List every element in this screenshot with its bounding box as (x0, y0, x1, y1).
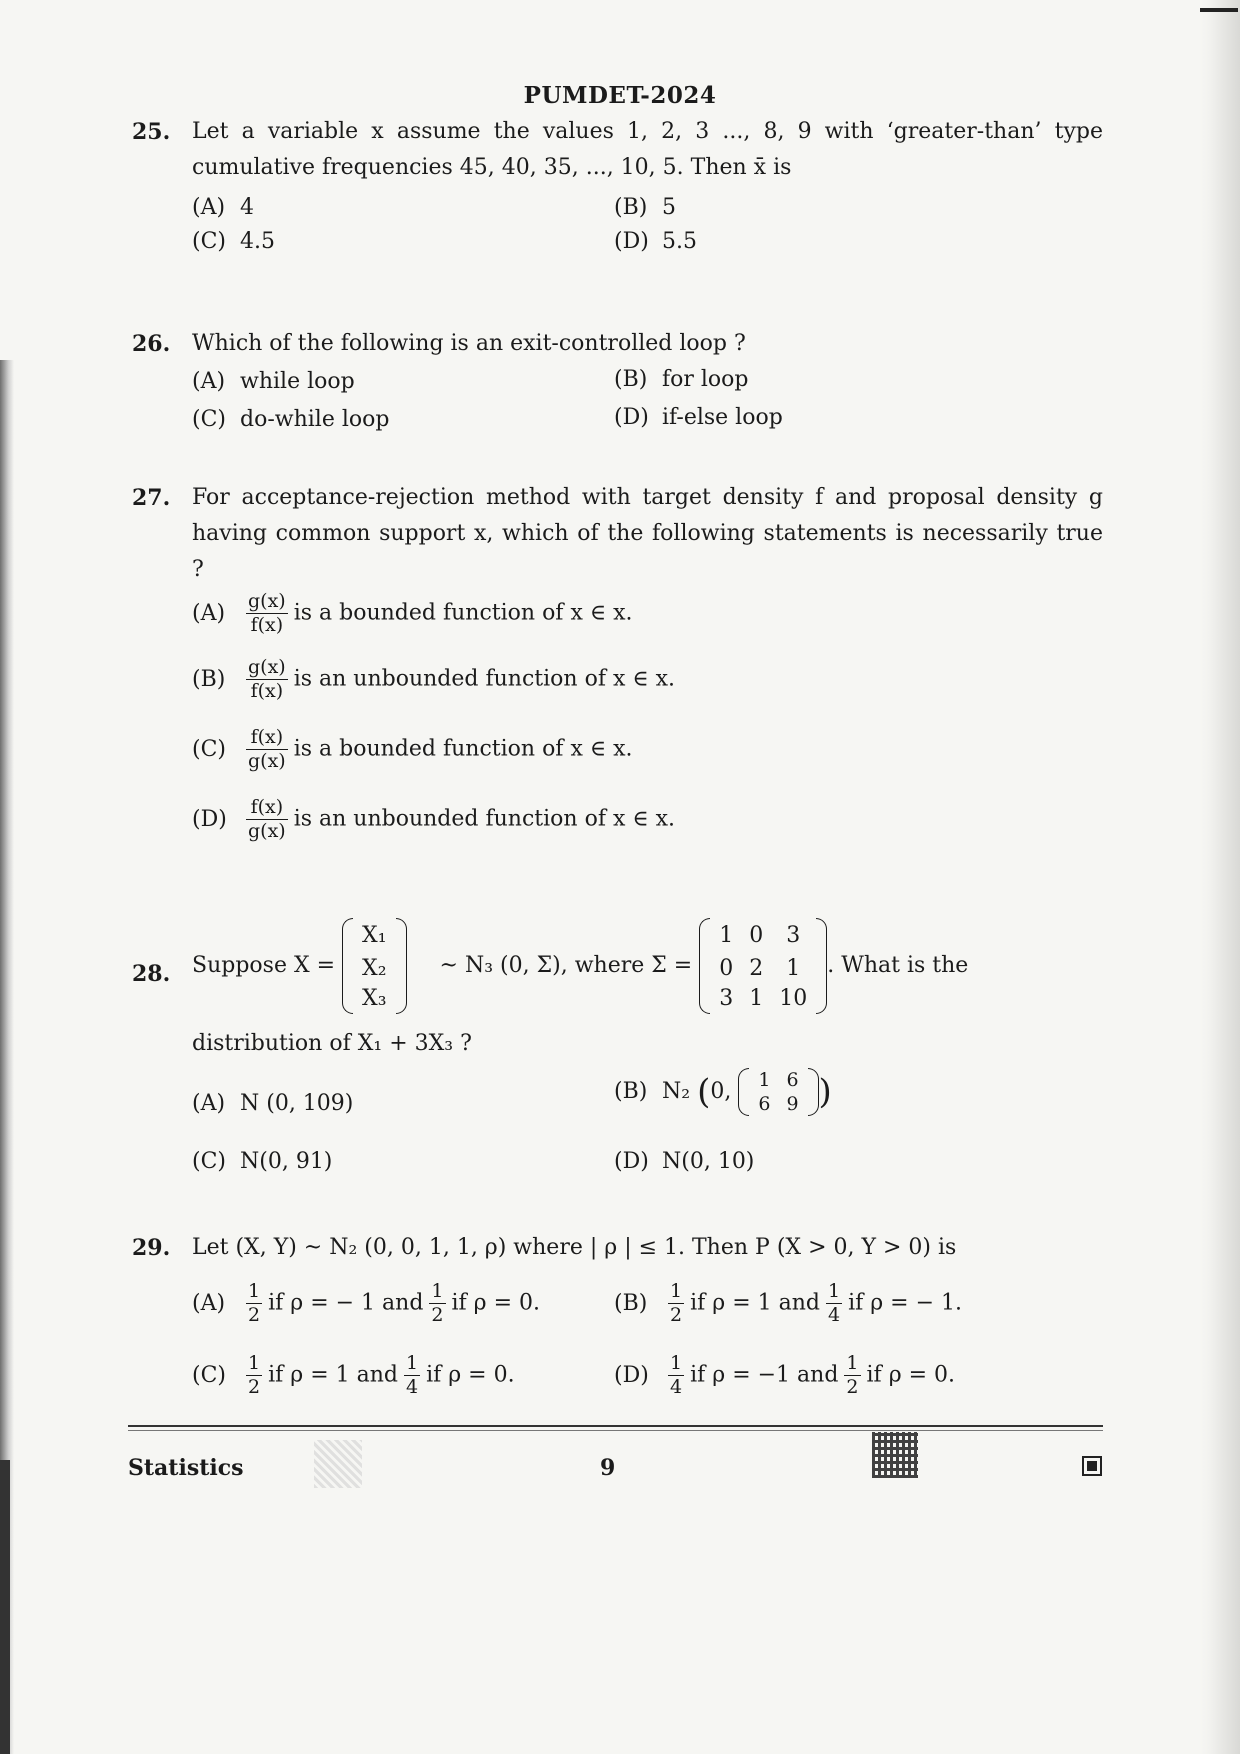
question-text: Let (X, Y) ~ N₂ (0, 0, 1, 1, ρ) where | ρ | ≤ 1. Then P (X > 0, Y > 0) is (192, 1235, 957, 1260)
sigma-matrix: 1 0 3 0 2 1 3 1 10 (699, 918, 827, 1014)
options (192, 1062, 1103, 1192)
option-b[interactable]: (B) $\frac{g(x)}{f(x)}$ is an unbounded function of x ∈ x. (192, 656, 676, 702)
question-number: 29. (132, 1235, 171, 1261)
scan-edge-right (1200, 0, 1240, 1754)
option-a[interactable]: (A) 4 (192, 195, 254, 220)
subject-label: Statistics (128, 1455, 244, 1481)
option-b[interactable]: (B) 5 (614, 195, 676, 220)
vector-x: X₁ X₂ X₃ (342, 918, 406, 1014)
options (192, 362, 1103, 438)
option-d[interactable]: (D) $\frac{f(x)}{g(x)}$ is an unbounded function of x ∈ x. (192, 796, 676, 842)
option-d[interactable]: (D) N(0, 10) (614, 1149, 755, 1174)
scan-edge-dark (0, 1460, 10, 1754)
question-number: 27. (132, 485, 171, 511)
option-a[interactable]: (A) $\frac{1}{2}$ if ρ = − 1 and $\frac{1}{2}$ if ρ = 0. (192, 1280, 541, 1326)
question-26 (128, 326, 1103, 438)
faint-qr-code-icon (314, 1440, 362, 1488)
option-d[interactable]: (D) if-else loop (614, 405, 783, 430)
option-b[interactable]: (B) N₂ (0, 1 6 6 9 ) (614, 1069, 832, 1115)
question-number: 25. (132, 119, 171, 145)
option-b[interactable]: (B) $\frac{1}{2}$ if ρ = 1 and $\frac{1}{4}$ if ρ = − 1. (614, 1280, 963, 1326)
option-c[interactable]: (C) $\frac{1}{2}$ if ρ = 1 and $\frac{1}{4}$ if ρ = 0. (192, 1352, 515, 1398)
question-number: 28. (132, 961, 171, 987)
option-c[interactable]: (C) $\frac{f(x)}{g(x)}$ is a bounded function of x ∈ x. (192, 726, 633, 772)
option-b[interactable]: (B) for loop (614, 367, 749, 392)
option-c[interactable]: (C) N(0, 91) (192, 1149, 333, 1174)
question-text: Let a variable x assume the values 1, 2, 3 ..., 8, 9 with ‘greater-than’ type cumulative frequencies 45, 40, 35, ..., 10, 5. Then x̄ is (192, 119, 1103, 180)
options (192, 186, 1103, 262)
question-text: Which of the following is an exit-controlled loop ? (192, 331, 746, 356)
option-c[interactable]: (C) do-while loop (192, 407, 390, 432)
options (192, 588, 1103, 858)
question-text: distribution of X₁ + 3X₃ ? (192, 1031, 472, 1056)
option-a[interactable]: (A) $\frac{g(x)}{f(x)}$ is a bounded function of x ∈ x. (192, 590, 633, 636)
page-number: 9 (600, 1455, 616, 1481)
scan-mark (1200, 8, 1238, 12)
question-number: 26. (132, 331, 171, 357)
page-title: PUMDET-2024 (523, 82, 717, 109)
qr-code-icon (872, 1432, 918, 1478)
options (192, 1266, 1103, 1416)
question-stem: Suppose X = X₁ X₂ X₃ ~ N₃ (0, Σ), where Σ = 1 0 3 0 2 1 3 1 10 . What is the (192, 918, 1103, 1014)
option-d[interactable]: (D) 5.5 (614, 229, 697, 254)
question-29 (128, 1230, 1103, 1416)
question-text: For acceptance-rejection method with target density f and proposal density g having common support x, which of the following statements is necessarily true ? (192, 485, 1103, 582)
question-27 (128, 480, 1103, 858)
question-25 (128, 114, 1103, 262)
corner-marker-icon (1082, 1456, 1102, 1476)
option-a[interactable]: (A) while loop (192, 369, 355, 394)
option-c[interactable]: (C) 4.5 (192, 229, 275, 254)
option-a[interactable]: (A) N (0, 109) (192, 1091, 354, 1116)
option-d[interactable]: (D) $\frac{1}{4}$ if ρ = −1 and $\frac{1}{2}$ if ρ = 0. (614, 1352, 956, 1398)
question-28 (128, 918, 1103, 1192)
footer-divider-thin (128, 1430, 1103, 1431)
footer-divider (128, 1425, 1103, 1427)
